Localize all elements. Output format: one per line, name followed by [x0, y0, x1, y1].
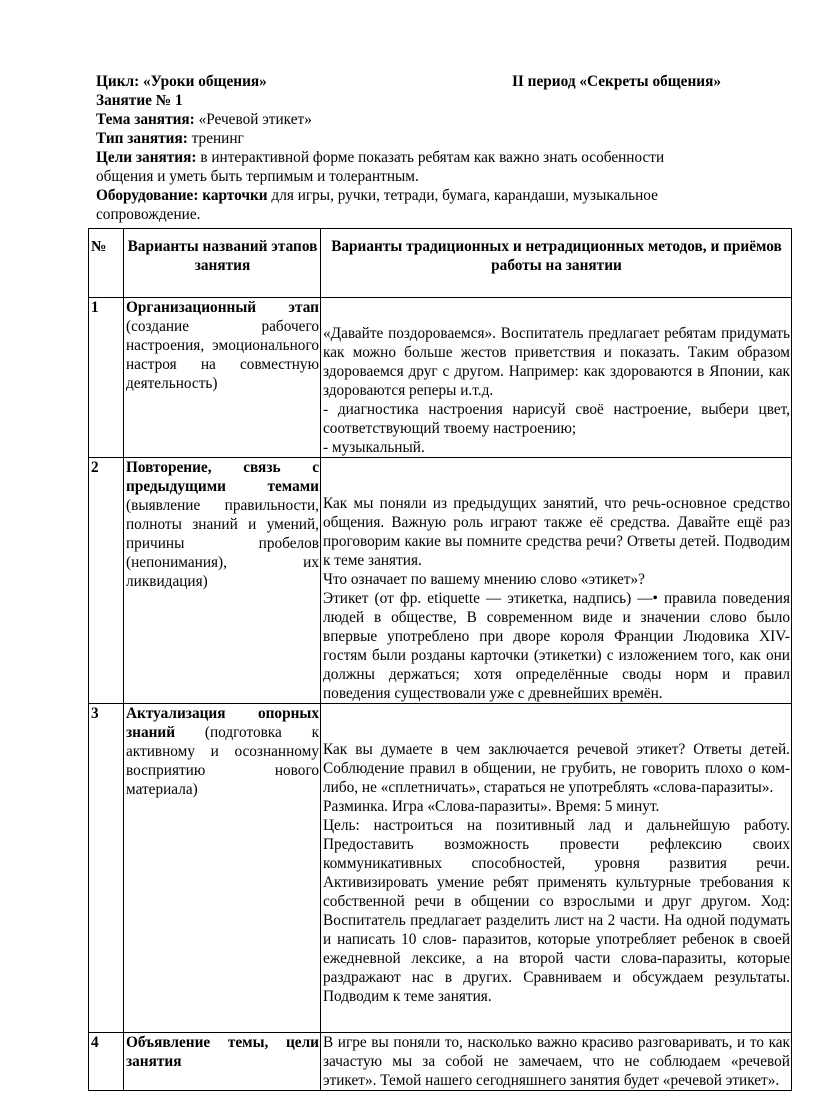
- goals-key: Цели занятия:: [96, 149, 197, 166]
- equipment-key: Оборудование: карточки: [96, 187, 268, 204]
- methods-cell: [321, 1033, 792, 1091]
- method-paragraph: - диагностика настроения нарисуй своё настроение, выбери цвет, соответствующий твоему настроению;: [323, 401, 790, 437]
- document-header: [96, 72, 721, 224]
- method-paragraph: - музыкальный.: [323, 439, 425, 456]
- methods-cell: [321, 298, 792, 458]
- lesson-plan-table: [88, 228, 792, 1091]
- topic-key: Тема занятия:: [96, 111, 195, 128]
- equipment-line: [96, 186, 721, 224]
- col-header-stage: Варианты названий этапов занятия: [124, 229, 321, 298]
- stage-title: Объявление темы, цели занятия: [126, 1034, 319, 1070]
- table-header-row: [89, 229, 792, 298]
- methods-cell: [321, 458, 792, 704]
- table-row: [89, 458, 792, 704]
- row-number: 1: [89, 298, 124, 458]
- row-number: 4: [89, 1033, 124, 1091]
- table-row: [89, 704, 792, 1033]
- type-line: [96, 129, 721, 148]
- col-header-methods: Варианты традиционных и нетрадиционных методов, и приёмов работы на занятии: [321, 229, 792, 298]
- methods-cell: [321, 704, 792, 1033]
- lesson-label: Занятие № 1: [96, 92, 183, 109]
- stage-title: Актуализация опорных знаний: [126, 705, 319, 741]
- stage-cell: [124, 298, 321, 458]
- type-value: тренинг: [187, 130, 244, 147]
- row-number: 3: [89, 704, 124, 1033]
- stage-cell: [124, 458, 321, 704]
- stage-description: (подготовка к активному и осознанному восприятию нового материала): [126, 724, 319, 798]
- col-header-number: №: [89, 229, 124, 298]
- type-key: Тип занятия:: [96, 130, 188, 147]
- table-row: [89, 298, 792, 458]
- stage-cell: [124, 1033, 321, 1091]
- topic-value: «Речевой этикет»: [194, 111, 312, 128]
- method-paragraph: Этикет (от фр. etiquette — этикетка, надпись) —• правила поведения людей в обществе, В современном виде и значении слово было впервые употреблено при дворе короля Франции Людовика XIV- гостям были розданы карточки (этикетки) с изложением того, как они должны держаться; хотя определённые своды норм и правил поведения существовали уже с древнейших времён.: [323, 590, 790, 702]
- method-paragraph: В игре вы поняли то, насколько важно красиво разговаривать, и то как зачастую мы за собой не замечаем, что не соблюдаем «речевой этикет». Темой нашего сегодняшнего занятия будет «речевой этикет».: [323, 1034, 790, 1089]
- method-paragraph: «Давайте поздороваемся». Воспитатель предлагает ребятам придумать как можно больше жестов приветствия и показать. Таким образом здороваемся друг с другом. Например: как здороваются в Японии, как здороваются реперы и.т.д.: [323, 325, 790, 399]
- equipment-value: для игры, ручки, тетради, бумага, карандаши, музыкальное сопровождение.: [96, 187, 658, 223]
- row-number: 2: [89, 458, 124, 704]
- cycle-label: Цикл: «Уроки общения»: [96, 73, 267, 90]
- stage-description: (выявление правильности, полноты знаний и умений, причины пробелов (непонимания), их ликвидация): [126, 497, 319, 590]
- method-paragraph: Разминка. Игра «Слова-паразиты». Время: 5 минут.: [323, 798, 660, 815]
- topic-line: [96, 110, 721, 129]
- period-label: II период «Секреты общения»: [511, 73, 721, 90]
- stage-title: Повторение, связь с предыдущими темами: [126, 459, 319, 495]
- stage-description: (создание рабочего настроения, эмоционального настроя на совместную деятельность): [126, 318, 319, 392]
- stage-cell: [124, 704, 321, 1033]
- method-paragraph: Как мы поняли из предыдущих занятий, что речь-основное средство общения. Важную роль играют также её средства. Давайте ещё раз проговорим какие вы помните средства речи? Ответы детей. Подводим к теме занятия.: [323, 495, 790, 569]
- table-row: [89, 1033, 792, 1091]
- method-paragraph: Как вы думаете в чем заключается речевой этикет? Ответы детей. Соблюдение правил в общении, не грубить, не говорить плохо о ком-либо, не «сплетничать», стараться не употреблять «слова-паразиты».: [323, 741, 790, 796]
- goals-value: в интерактивной форме показать ребятам как важно знать особенности общения и уметь быть терпимым и толерантным.: [96, 149, 665, 185]
- stage-title: Организационный этап: [126, 299, 319, 316]
- method-paragraph: Что означает по вашему мнению слово «этикет»?: [323, 571, 645, 588]
- goals-line: [96, 148, 721, 186]
- method-paragraph: Цель: настроиться на позитивный лад и дальнейшую работу. Предоставить возможность провести рефлексию своих коммуникативных способностей, уровня развития речи. Активизировать умение ребят применять культурные требования к собственной речи в общении со взрослыми и друг другом. Ход: Воспитатель предлагает разделить лист на 2 части. На одной подумать и написать 10 слов- паразитов, которые употребляет ребенок в своей ежедневной лексике, а на второй части слова-паразиты, которые раздражают нас в других. Сравниваем и обсуждаем результаты. Подводим к теме занятия.: [323, 817, 790, 1005]
- header-first-line: [96, 72, 721, 91]
